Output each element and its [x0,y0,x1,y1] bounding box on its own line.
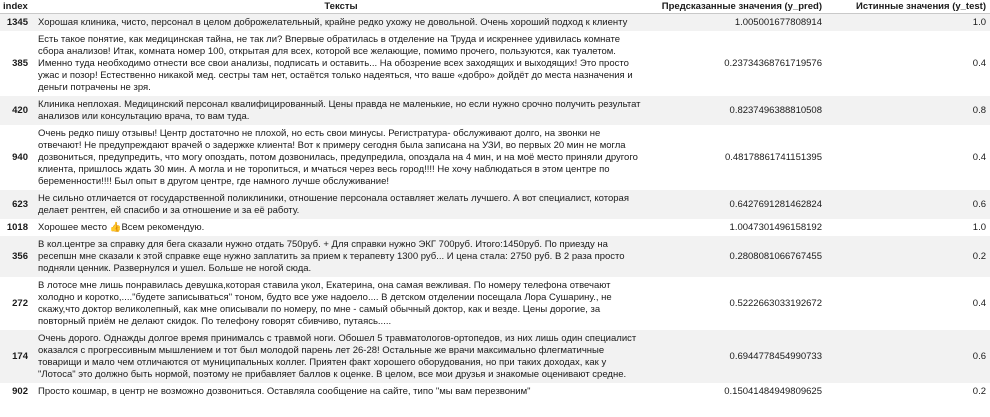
row-y-pred: 0.6427691281462824 [649,190,826,219]
table-row [0,330,990,383]
row-text: В лотосе мне лишь понравилась девушка,которая ставила укол, Екатерина, она самая вежливая. По номеру телефона отвечают холодно и коротко,...."будете записываться" тоном, будто все уже надоело.... В детском отделении посещала Лора Сушарину., не скажу,что доктор великолепный, как мне описывали по номеру, по мне - самый обычный доктор, как и везде. Цены дорогие, за повторный приём не делают скидок. По телефону говорят сбивчиво, путаясь..... [33,277,649,330]
row-index: 174 [0,330,33,383]
row-index: 385 [0,31,33,96]
row-index: 940 [0,125,33,190]
row-text: Хорошая клиника, чисто, персонал в целом доброжелательный, крайне редко ухожу не довольной. Очень хороший подход к клиенту [33,14,649,32]
row-y-pred: 1.005001677808914 [649,14,826,32]
row-y-test: 1.0 [826,14,990,32]
row-index: 623 [0,190,33,219]
header-index: index [0,0,33,14]
row-y-pred: 0.15041484949809625 [649,383,826,400]
row-y-pred: 1.0047301496158192 [649,219,826,236]
row-text: Просто кошмар, в центр не возможно дозвониться. Оставляла сообщение на сайте, типо "мы вам перезвоним" [33,383,649,400]
row-text: В кол.центре за справку для бега сказали нужно отдать 750руб. + Для справки нужно ЭКГ 700руб. Итого:1450руб. По приезду на ресепшн мне сказали к этой справке еще нужно заплатить за прием к терапевту 1300 руб... И цена стала: 2750 руб. В 2 раза просто подняли ценник. Развернулся и ушел. Больше не ногой сюда. [33,236,649,277]
row-index: 272 [0,277,33,330]
table-row [0,31,990,96]
row-y-test: 0.2 [826,236,990,277]
row-y-test: 1.0 [826,219,990,236]
table-header [0,0,990,14]
table-row [0,383,990,400]
row-y-pred: 0.48178861741151395 [649,125,826,190]
row-y-test: 0.6 [826,330,990,383]
row-text: Клиника неплохая. Медицинский персонал квалифицированный. Цены правда не маленькие, но если нужно срочно получить результат анализов или консультацию врача, то вам туда. [33,96,649,125]
row-index: 902 [0,383,33,400]
row-y-pred: 0.5222663033192672 [649,277,826,330]
row-y-test: 0.4 [826,125,990,190]
row-y-pred: 0.2808081066767455 [649,236,826,277]
row-y-test: 0.6 [826,190,990,219]
table-row [0,14,990,32]
row-text: Не сильно отличается от государственной поликлиники, отношение персонала оставляет желать лучшего. А вот специалист, которая делает рентген, ей спасибо и за отношение и за её работу. [33,190,649,219]
header-row [0,0,990,14]
row-y-pred: 0.8237496388810508 [649,96,826,125]
row-index: 356 [0,236,33,277]
table-row [0,219,990,236]
header-y-pred: Предсказанные значения (y_pred) [649,0,826,14]
row-y-pred: 0.23734368761719576 [649,31,826,96]
row-y-test: 0.8 [826,96,990,125]
header-text: Тексты [33,0,649,14]
row-text: Очень дорого. Однажды долгое время принималсь с травмой ноги. Обошел 5 травматологов-ортопедов, из них лишь один специалист оказался с прогрессивным мышлением и тот был молодой парень лет 26-28! Остальные же врачи максимально флегматичные товарищи и мало чем отличаются от муниципальных коллег. Приятен факт хорошего оборудования, но при таких доходах, как у "Лотоса" это должно быть нормой, поэтому не прибавляет баллов к оценке. В целом, все мои друзья и знакомые оценивают средне. [33,330,649,383]
row-text: Очень редко пишу отзывы! Центр достаточно не плохой, но есть свои минусы. Регистратура- обслуживают долго, на звонки не отвечают! Не предупреждают врачей о задержке клиента! Вот к примеру сегодня была записана на УЗИ, во первых 20 мин не могла дозвониться, предупредить, что могу опоздать, потом дозвонилась, предупредила, опоздала на 4 мин, и на моё место приняли другого клиента, пришлось ждать 30 мин. А могла и не торопиться, и мчаться через весь город!!!! Не хочу наблюдаться в этом центре по беременности!!!! Был опыт в другом центре, где намного лучше обслуживание! [33,125,649,190]
table-row [0,236,990,277]
table-row [0,277,990,330]
table-row [0,125,990,190]
row-y-test: 0.4 [826,31,990,96]
table-row [0,96,990,125]
row-text: Хорошее место 👍Всем рекомендую. [33,219,649,236]
row-text: Есть такое понятие, как медицинская тайна, не так ли? Впервые обратилась в отделение на Труда и искреннее удивилась комнате сбора анализов! Итак, комната номер 100, открытая для всех, которой все желающие, помимо прочего, пользуются, как туалетом. Именно туда необходимо отнести все свои анализы, подписать и оставить... На обозрение всех заходящих и выходящих! Это просто ужас и позор! Естественно никакой мед. сестры там нет, остаётся только надеяться, что ваше «добро» дойдёт до места назначения и деньги потрачены не зря. [33,31,649,96]
table-body [0,14,990,401]
row-y-test: 0.4 [826,277,990,330]
row-index: 420 [0,96,33,125]
row-y-pred: 0.6944778454990733 [649,330,826,383]
row-index: 1345 [0,14,33,32]
row-index: 1018 [0,219,33,236]
header-y-test: Истинные значения (y_test) [826,0,990,14]
row-y-test: 0.2 [826,383,990,400]
table-row [0,190,990,219]
